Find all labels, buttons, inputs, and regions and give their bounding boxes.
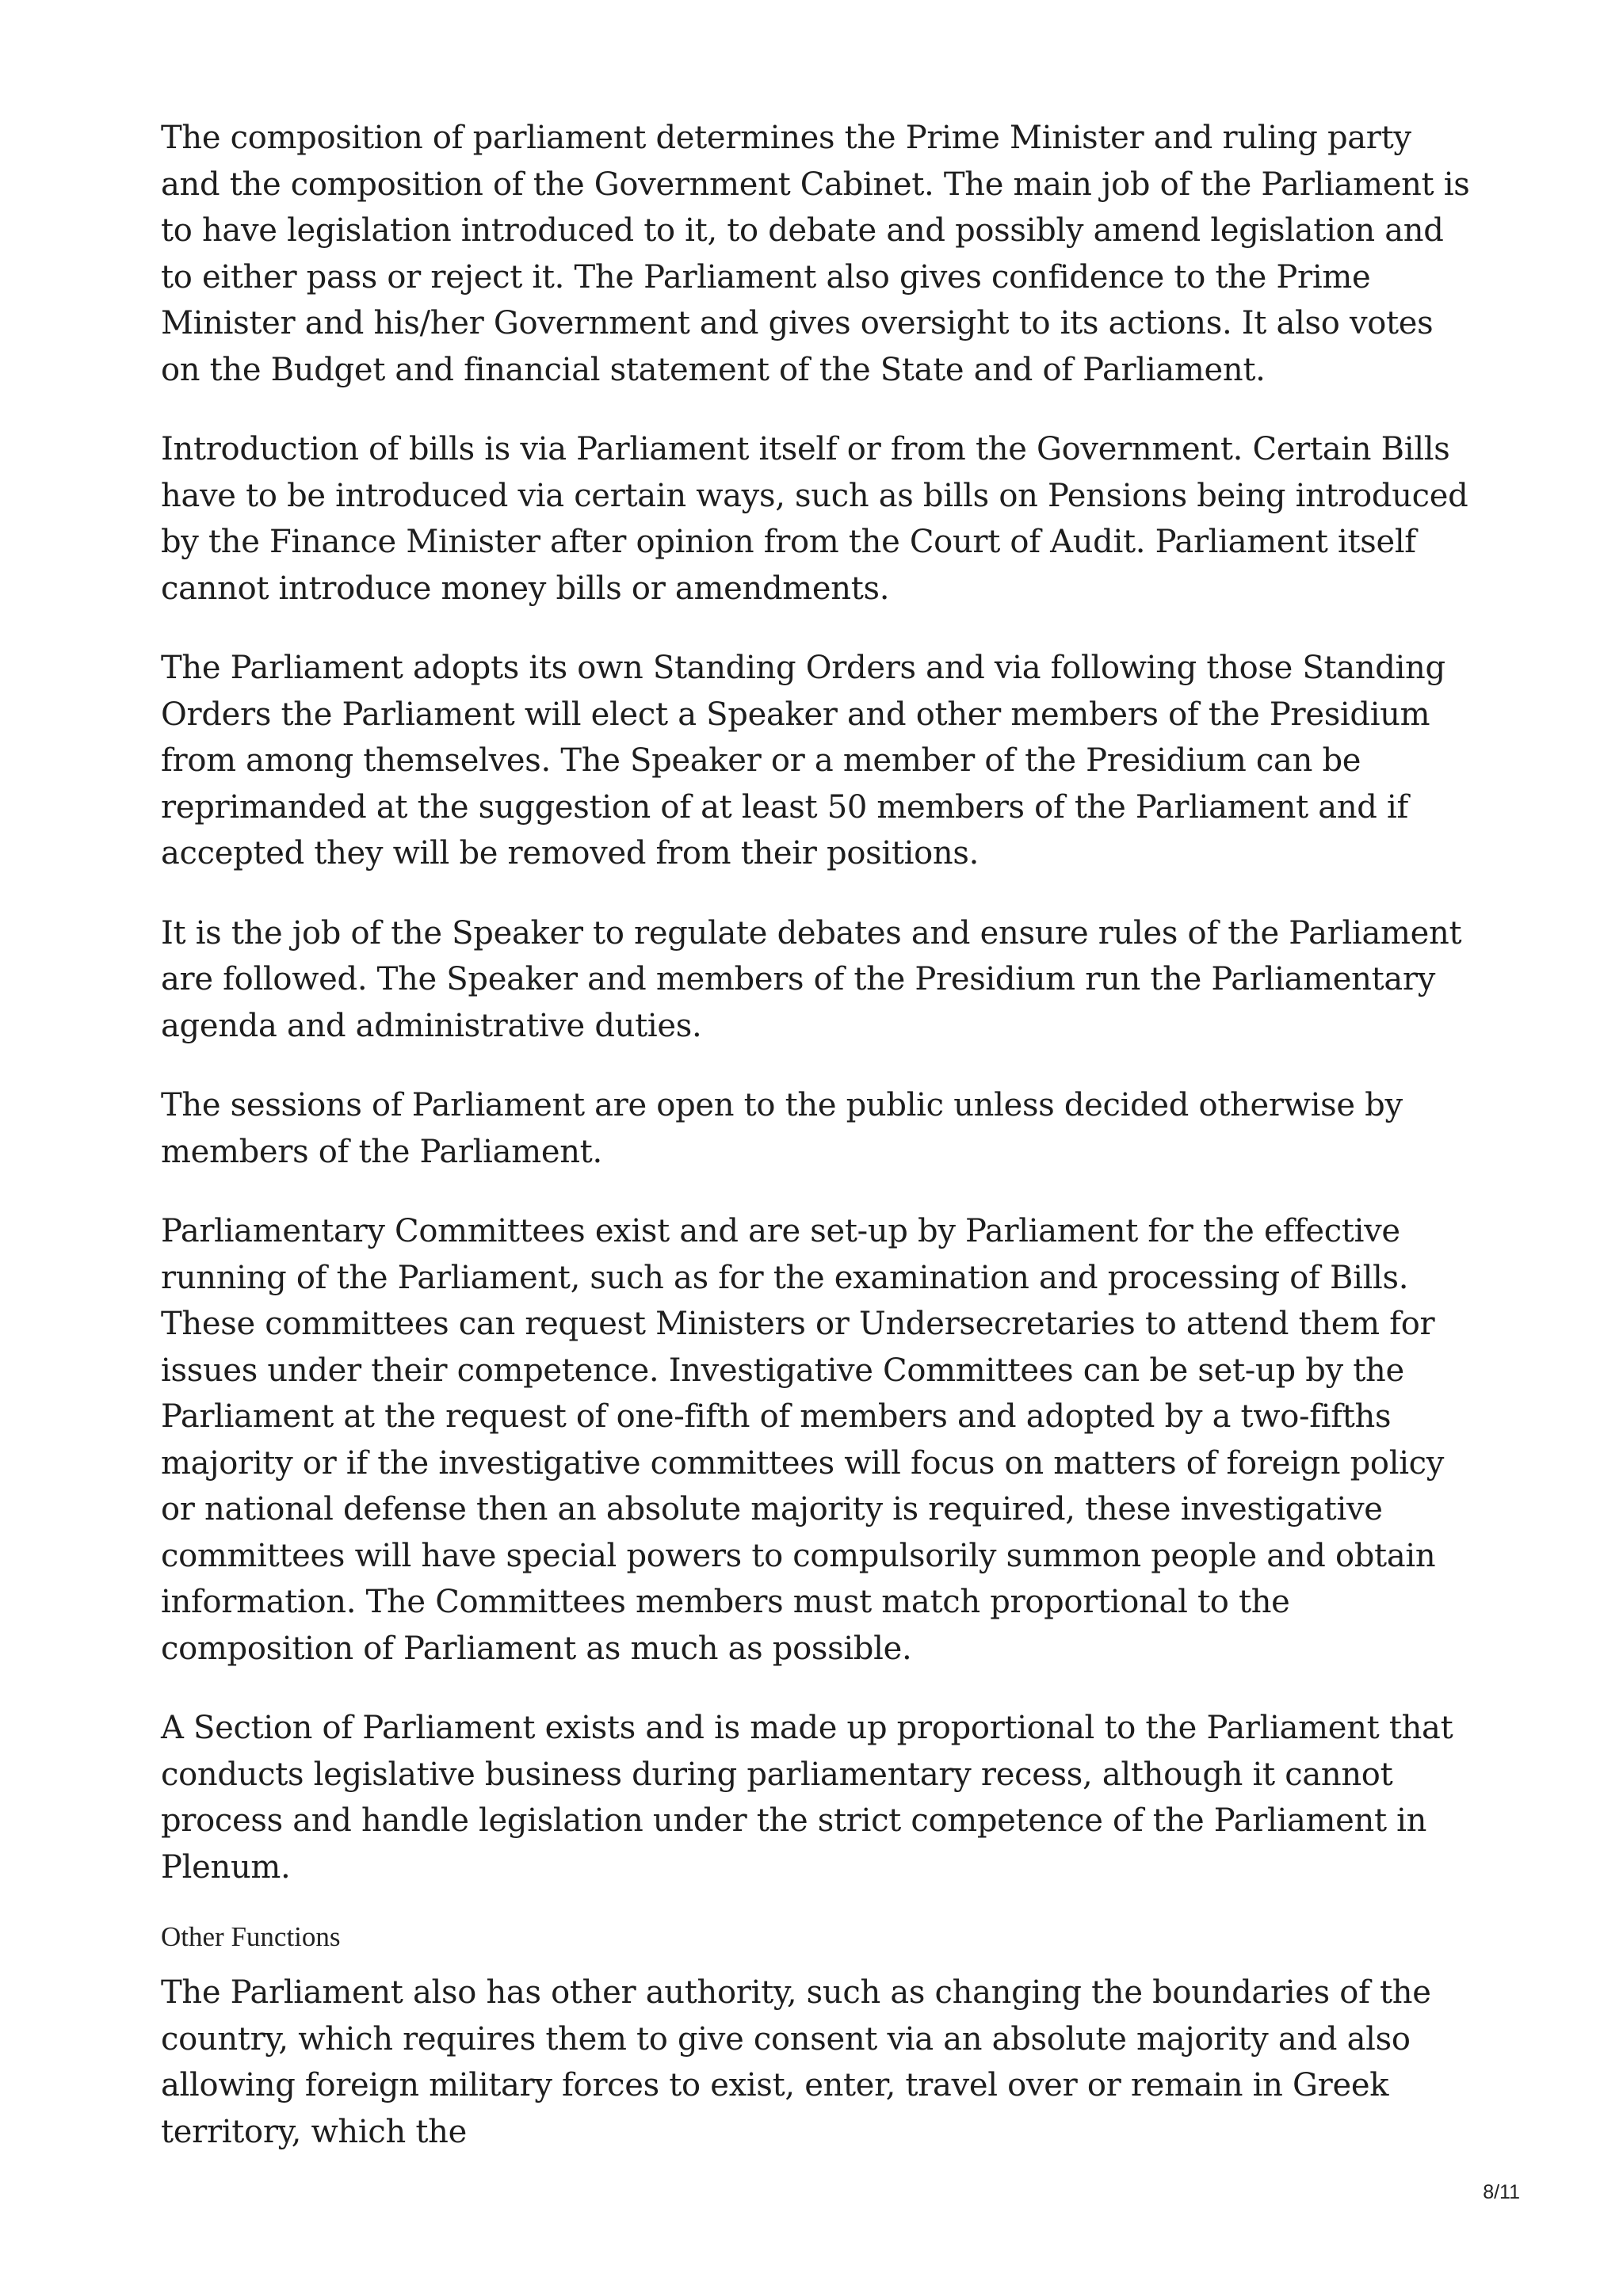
paragraph-speaker-role: It is the job of the Speaker to regulate debates and ensure rules of the Parliament are followed. The Speaker and members of the Presidium run the Parliamentary agenda and administrative duties. <box>161 914 1462 1044</box>
document-body <box>161 115 1476 2188</box>
subheading-other-functions: Other Functions <box>161 1921 341 1952</box>
paragraph-committees: Parliamentary Committees exist and are set-up by Parliament for the effective running of the Parliament, such as for the examination and processing of Bills. These committees can request Ministers or Undersecretaries to attend them for issues under their competence. Investigative Committees can be set-up by the Parliament at the request of one-fifth of members and adopted by a two-fifths majority or if the investigative committees will focus on matters of foreign policy or national defense then an absolute majority is required, these investigative committees will have special powers to compulsorily summon people and obtain information. The Committees members must match proportional to the composition of Parliament as much as possible. <box>161 1213 1445 1667</box>
paragraph-section-of-parliament: A Section of Parliament exists and is made up proportional to the Parliament that conducts legislative business during parliamentary recess, although it cannot process and handle legislation under the strict competence of the Parliament in Plenum. <box>161 1710 1453 1886</box>
paragraph-introduction-of-bills: Introduction of bills is via Parliament itself or from the Government. Certain Bills have to be introduced via certain ways, such as bills on Pensions being introduced by the Finance Minister after opinion from the Court of Audit. Parliament itself cannot introduce money bills or amendments. <box>161 431 1468 607</box>
page-number: 8/11 <box>1483 2181 1520 2203</box>
paragraph-other-authority: The Parliament also has other authority, such as changing the boundaries of the country, which requires them to give consent via an absolute majority and also allowing foreign military forces to exist, enter, travel over or remain in Greek territory, which the <box>161 1974 1431 2150</box>
paragraph-composition: The composition of parliament determines the Prime Minister and ruling party and the composition of the Government Cabinet. The main job of the Parliament is to have legislation introduced to it, to debate and possibly amend legislation and to either pass or reject it. The Parliament also gives confidence to the Prime Minister and his/her Government and gives oversight to its actions. It also votes on the Budget and financial statement of the State and of Parliament. <box>161 120 1470 388</box>
paragraph-standing-orders: The Parliament adopts its own Standing Orders and via following those Standing Orders the Parliament will elect a Speaker and other members of the Presidium from among themselves. The Speaker or a member of the Presidium can be reprimanded at the suggestion of at least 50 members of the Parliament and if accepted they will be removed from their positions. <box>161 650 1445 871</box>
paragraph-public-sessions: The sessions of Parliament are open to the public unless decided otherwise by members of the Parliament. <box>161 1087 1403 1170</box>
